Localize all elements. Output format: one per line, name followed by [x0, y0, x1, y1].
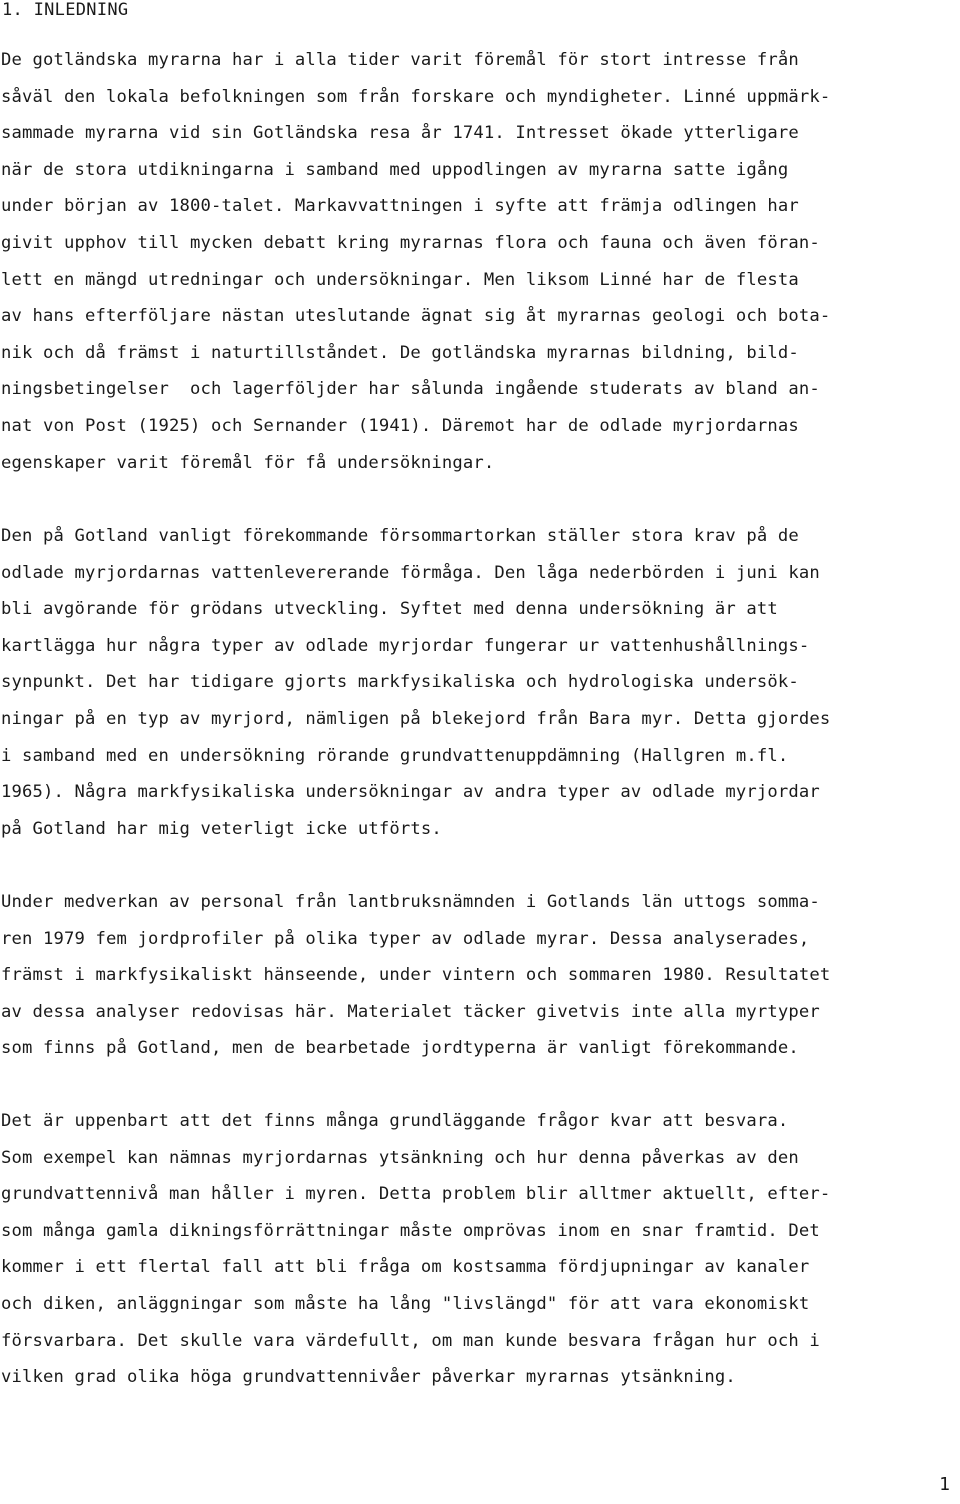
paragraph-line: grundvattennivå man håller i myren. Detta problem blir alltmer aktuellt, efter- [1, 1184, 831, 1205]
paragraph-line: av hans efterföljare nästan uteslutande ägnat sig åt myrarnas geologi och bota- [1, 306, 831, 327]
paragraph-line: Det är uppenbart att det finns många grundläggande frågor kvar att besvara. [1, 1111, 789, 1131]
paragraph-line: när de stora utdikningarna i samband med uppodlingen av myrarna satte igång [1, 159, 789, 180]
paragraph-4 [1, 1103, 830, 1396]
paragraph-line: försvarbara. Det skulle vara värdefullt, om man kunde besvara frågan hur och i [1, 1330, 820, 1351]
paragraph-line: som många gamla dikningsförrättningar måste omprövas inom en snar framtid. Det [1, 1220, 820, 1241]
paragraph-line: under början av 1800-talet. Markavvattningen i syfte att främja odlingen har [1, 196, 799, 217]
paragraph-line: odlade myrjordarnas vattenlevererande förmåga. Den låga nederbörden i juni kan [1, 562, 820, 583]
paragraph-line: De gotländska myrarna har i alla tider varit föremål för stort intresse från [1, 50, 799, 70]
paragraph-line: Som exempel kan nämnas myrjordarnas ytsänkning och hur denna påverkas av den [1, 1147, 799, 1168]
paragraph-line: lett en mängd utredningar och undersökningar. Men liksom Linné har de flesta [1, 269, 799, 290]
page-number: 1 [939, 1474, 950, 1495]
paragraph-line: kartlägga hur några typer av odlade myrjordar fungerar ur vattenhushållnings- [1, 635, 810, 656]
paragraph-line: i samband med en undersökning rörande grundvattenuppdämning (Hallgren m.fl. [1, 745, 789, 766]
paragraph-line: kommer i ett flertal fall att bli fråga om kostsamma fördjupningar av kanaler [1, 1257, 810, 1278]
paragraph-1 [1, 42, 830, 481]
paragraph-line: 1965). Några markfysikaliska undersökningar av andra typer av odlade myrjordar [1, 782, 820, 803]
paragraph-line: och diken, anläggningar som måste ha lång "livslängd" för att vara ekonomiskt [1, 1293, 810, 1314]
paragraph-line: nat von Post (1925) och Sernander (1941). Däremot har de odlade myrjordarnas [1, 415, 799, 436]
paragraph-line: synpunkt. Det har tidigare gjorts markfysikaliska och hydrologiska undersök- [1, 672, 799, 693]
paragraph-line: bli avgörande för grödans utveckling. Syftet med denna undersökning är att [1, 599, 778, 620]
paragraph-line: nik och då främst i naturtillståndet. De gotländska myrarnas bildning, bild- [1, 342, 799, 363]
paragraph-line: givit upphov till mycken debatt kring myrarnas flora och fauna och även föran- [1, 232, 820, 253]
paragraph-3 [1, 884, 830, 1067]
paragraph-line: av dessa analyser redovisas här. Materialet täcker givetvis inte alla myrtyper [1, 1001, 820, 1022]
paragraph-line: på Gotland har mig veterligt icke utförts. [1, 818, 442, 839]
paragraph-line: som finns på Gotland, men de bearbetade jordtyperna är vanligt förekommande. [1, 1038, 799, 1059]
paragraph-line: ren 1979 fem jordprofiler på olika typer av odlade myrar. Dessa analyserades, [1, 928, 810, 949]
paragraph-line: egenskaper varit föremål för få undersökningar. [1, 452, 495, 473]
paragraph-line: såväl den lokala befolkningen som från forskare och myndigheter. Linné uppmärk- [1, 86, 831, 107]
paragraph-line: Den på Gotland vanligt förekommande försommartorkan ställer stora krav på de [1, 526, 799, 546]
section-heading: 1. INLEDNING [2, 0, 129, 20]
paragraph-line: ningsbetingelser och lagerföljder har sålunda ingående studerats av bland an- [1, 379, 820, 400]
paragraph-line: sammade myrarna vid sin Gotländska resa år 1741. Intresset ökade ytterligare [1, 123, 799, 144]
paragraph-line: främst i markfysikaliskt hänseende, under vintern och sommaren 1980. Resultatet [1, 965, 831, 986]
paragraph-line: Under medverkan av personal från lantbruksnämnden i Gotlands län uttogs somma- [1, 892, 820, 912]
paragraph-line: ningar på en typ av myrjord, nämligen på blekejord från Bara myr. Detta gjordes [1, 708, 831, 729]
paragraph-line: vilken grad olika höga grundvattennivåer påverkar myrarnas ytsänkning. [1, 1367, 736, 1388]
paragraph-2 [1, 518, 830, 847]
